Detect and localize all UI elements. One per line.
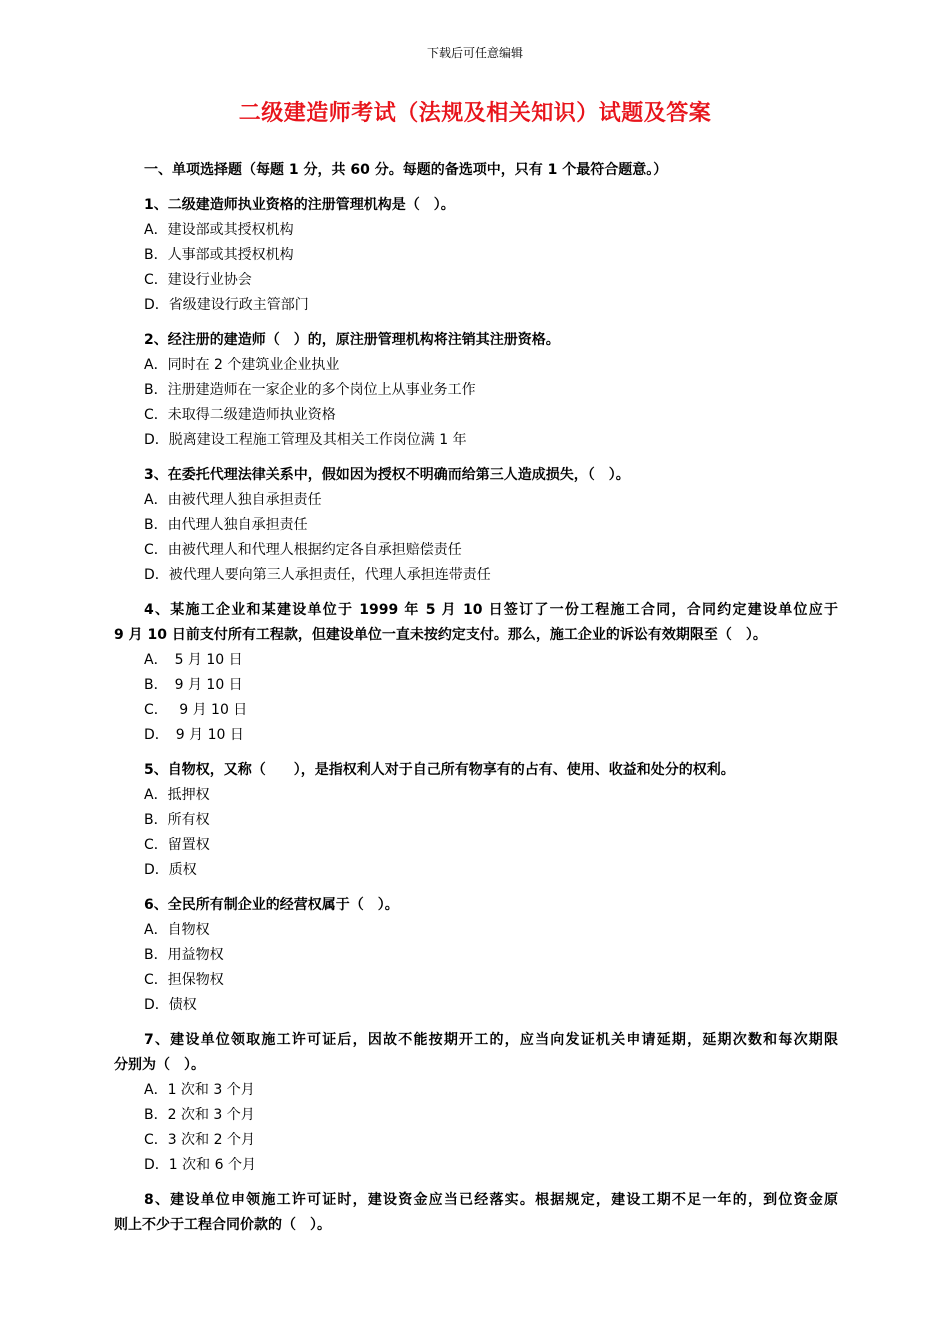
option-a: A．同时在 2 个建筑业企业执业 <box>144 357 340 373</box>
option-c: C．由被代理人和代理人根据约定各自承担赔偿责任 <box>144 542 462 558</box>
option-c: C． 9 月 10 日 <box>144 702 248 718</box>
question-8 <box>114 1188 838 1238</box>
option-b: B． 9 月 10 日 <box>144 677 243 693</box>
question-stem: 8、建设单位申领施工许可证时，建设资金应当已经落实。根据规定，建设工期不足一年的，到位资金原 <box>144 1192 838 1208</box>
option-b: B．注册建造师在一家企业的多个岗位上从事业务工作 <box>144 382 476 398</box>
question-3 <box>114 463 838 588</box>
option-b: B．所有权 <box>144 812 210 828</box>
option-c: C．担保物权 <box>144 972 224 988</box>
option-c: C．建设行业协会 <box>144 272 252 288</box>
question-1 <box>114 193 838 318</box>
option-c: C．留置权 <box>144 837 210 853</box>
option-d: D．债权 <box>144 997 197 1013</box>
question-stem: 3、在委托代理法律关系中，假如因为授权不明确而给第三人造成损失，（ ）。 <box>144 467 630 483</box>
question-stem: 4、某施工企业和某建设单位于 1999 年 5 月 10 日签订了一份工程施工合同，合同约定建设单位应于 <box>144 602 838 618</box>
option-a: A．由被代理人独自承担责任 <box>144 492 322 508</box>
question-stem: 5、自物权，又称（ ），是指权利人对于自己所有物享有的占有、使用、收益和处分的权利。 <box>144 762 735 778</box>
option-c: C．3 次和 2 个月 <box>144 1132 255 1148</box>
option-a: A．抵押权 <box>144 787 210 803</box>
question-stem: 2、经注册的建造师（ ）的，原注册管理机构将注销其注册资格。 <box>144 332 560 348</box>
question-2 <box>114 328 838 453</box>
option-b: B．2 次和 3 个月 <box>144 1107 255 1123</box>
page-header-note: 下载后可任意编辑 <box>426 46 523 60</box>
question-7 <box>114 1028 838 1178</box>
option-a: A．1 次和 3 个月 <box>144 1082 255 1098</box>
option-d: D．脱离建设工程施工管理及其相关工作岗位满 1 年 <box>144 432 467 448</box>
option-a: A． 5 月 10 日 <box>144 652 243 668</box>
section-heading: 一、单项选择题（每题 1 分，共 60 分。每题的备选项中，只有 1 个最符合题意。） <box>144 162 668 178</box>
option-d: D．1 次和 6 个月 <box>144 1157 256 1173</box>
option-d: D．省级建设行政主管部门 <box>144 297 309 313</box>
question-6 <box>114 893 838 1018</box>
option-d: D．被代理人要向第三人承担责任，代理人承担连带责任 <box>144 567 491 583</box>
option-a: A．自物权 <box>144 922 210 938</box>
option-a: A．建设部或其授权机构 <box>144 222 294 238</box>
question-stem-continued: 9 月 10 日前支付所有工程款，但建设单位一直未按约定支付。那么，施工企业的诉讼有效期限至（ ）。 <box>114 627 767 643</box>
question-4 <box>114 598 838 748</box>
question-5 <box>114 758 838 883</box>
option-d: D． 9 月 10 日 <box>144 727 244 743</box>
option-c: C．未取得二级建造师执业资格 <box>144 407 336 423</box>
question-stem-continued: 则上不少于工程合同价款的（ ）。 <box>114 1217 331 1233</box>
option-b: B．人事部或其授权机构 <box>144 247 294 263</box>
question-stem: 7、建设单位领取施工许可证后，因故不能按期开工的，应当向发证机关申请延期，延期次数和每次期限 <box>144 1032 838 1048</box>
option-b: B．由代理人独自承担责任 <box>144 517 308 533</box>
option-d: D．质权 <box>144 862 197 878</box>
exam-content <box>114 158 838 1238</box>
question-stem: 1、二级建造师执业资格的注册管理机构是（ ）。 <box>144 197 455 213</box>
question-stem-continued: 分别为（ ）。 <box>114 1057 205 1073</box>
option-b: B．用益物权 <box>144 947 224 963</box>
document-title: 二级建造师考试（法规及相关知识）试题及答案 <box>238 101 712 126</box>
question-stem: 6、全民所有制企业的经营权属于（ ）。 <box>144 897 399 913</box>
